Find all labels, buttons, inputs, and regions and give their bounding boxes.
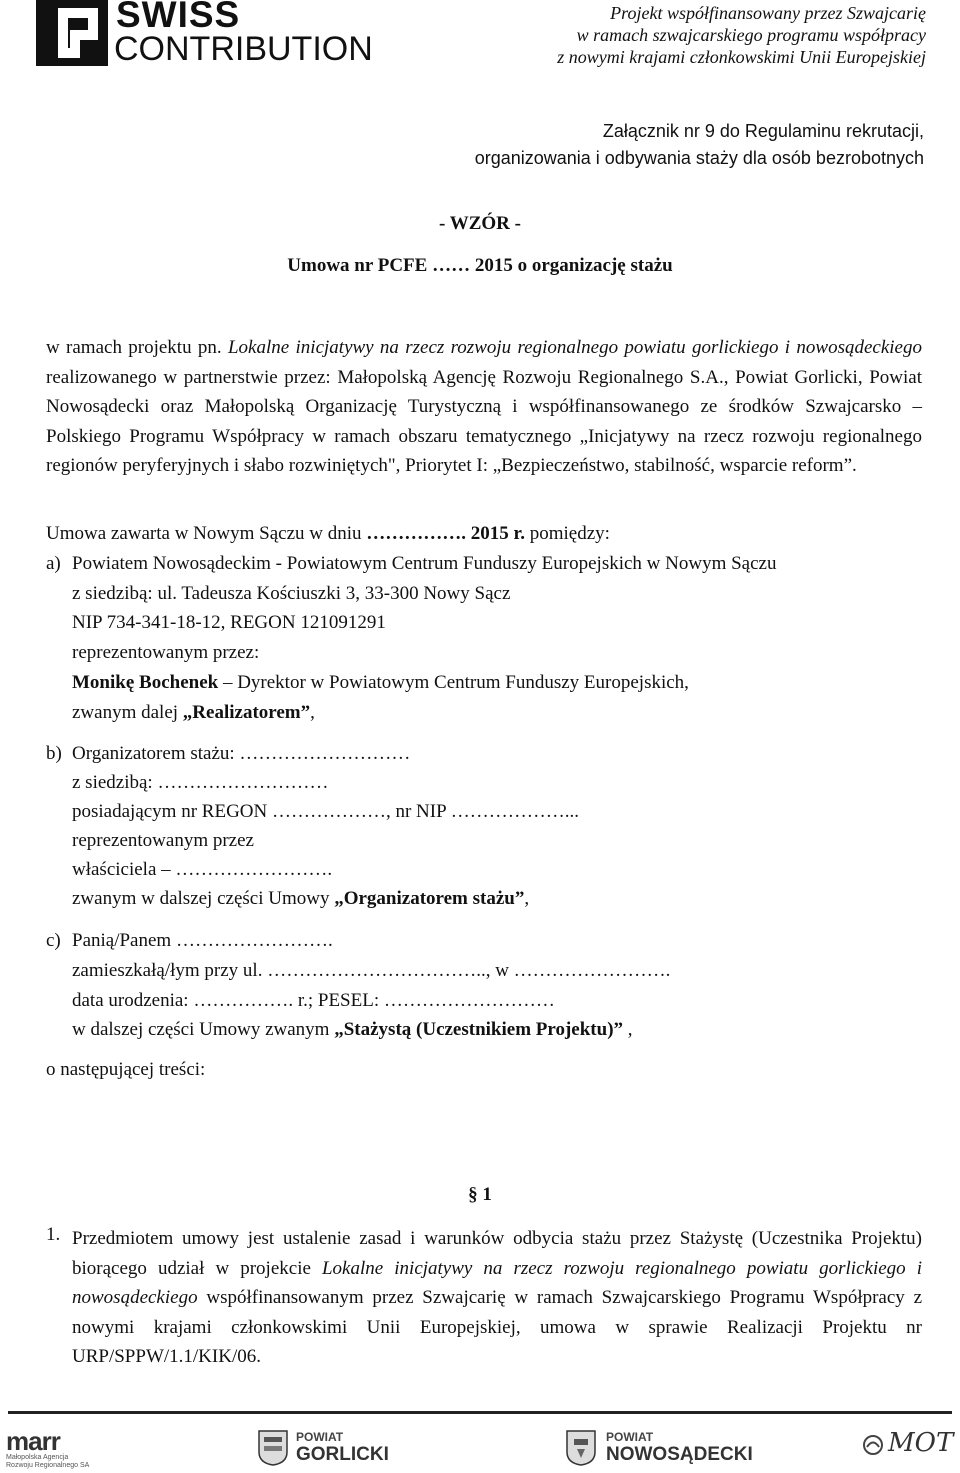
coat-of-arms-icon	[566, 1430, 596, 1466]
mot-logo-text: MOT	[888, 1428, 954, 1458]
powiat-nowosadecki-logo	[566, 1428, 766, 1468]
party-b-line: z siedzibą: ………………………	[72, 772, 329, 793]
called-text: zwanym w dalszej części Umowy	[72, 888, 335, 909]
called-text: ,	[524, 888, 530, 909]
intro-paragraph	[46, 333, 922, 481]
annex-line: organizowania i odbywania staży dla osób bezrobotnych	[474, 148, 924, 168]
party-a-line: reprezentowanym przez:	[72, 642, 260, 663]
representative-role: – Dyrektor w Powiatowym Centrum Funduszy Europejskich,	[218, 672, 689, 693]
template-label: - WZÓR -	[439, 213, 521, 234]
party-b-line: właściciela – …………………….	[72, 859, 333, 880]
called-bold: „Realizatorem”	[182, 702, 311, 723]
nowosadecki-bottom-text: NOWOSĄDECKI	[606, 1444, 753, 1465]
item-number: 1.	[46, 1224, 61, 1245]
section1-text: Przedmiotem umowy jest ustalenie zasad i warunków odbycia stażu przez Stażystę (Uczestnika Projektu) biorącego udział w projekcie	[72, 1228, 922, 1279]
cofinancing-line: Projekt współfinansowany przez Szwajcarię	[610, 3, 926, 23]
mot-logo	[862, 1428, 954, 1468]
concluded-line	[46, 523, 610, 545]
concluded-date: ……………. 2015 r.	[366, 523, 525, 544]
party-a-line: NIP 734-341-18-12, REGON 121091291	[72, 612, 386, 633]
party-c-line: Panią/Panem …………………….	[72, 930, 333, 951]
party-a-called	[72, 702, 315, 724]
gorlicki-top-text: POWIAT	[296, 1430, 344, 1444]
party-a-line: z siedzibą: ul. Tadeusza Kościuszki 3, 33-300 Nowy Sącz	[72, 583, 511, 604]
marr-subtitle: Małopolska Agencja	[6, 1454, 69, 1461]
party-c-line: zamieszkałą/łym przy ul. …………………………….., w …………………….	[72, 960, 671, 981]
section1-text: współfinansowanym przez Szwajcarię w ramach Szwajcarskiego Programu Współpracy z nowymi krajami członkowskimi Unii Europejskiej, umowa w sprawie Realizacji Projektu nr URP/SPPW/1.1/KIK/06.	[72, 1287, 922, 1367]
nowosadecki-top-text: POWIAT	[606, 1430, 654, 1444]
called-bold: „Organizatorem stażu”	[334, 888, 525, 909]
cofinancing-note	[557, 2, 926, 68]
section-heading: § 1	[468, 1184, 492, 1205]
annex-line: Załącznik nr 9 do Regulaminu rekrutacji,	[602, 121, 924, 141]
annex-note	[475, 118, 924, 172]
cofinancing-line: z nowymi krajami członkowskimi Unii Europejskiej	[557, 47, 926, 67]
called-bold: „Stażystą (Uczestnikiem Projektu)”	[334, 1019, 624, 1040]
powiat-gorlicki-logo	[258, 1428, 418, 1468]
representative-name: Monikę Bochenek	[72, 672, 219, 693]
called-text: ,	[623, 1019, 633, 1040]
party-b-line: posiadającym nr REGON ………………, nr NIP ………………...	[72, 801, 579, 822]
called-text: ,	[310, 702, 315, 723]
contract-title: Umowa nr PCFE …… 2015 o organizację stażu	[287, 255, 673, 276]
called-text: zwanym dalej	[72, 702, 183, 723]
intro-text: realizowanego w partnerstwie przez: Małopolską Agencję Rozwoju Regionalnego S.A., Powiat Gorlicki, Powiat Nowosądecki oraz Małopolską Organizację Turystyczną i współfinansowanego ze środków Szwajcarsko – Polskiego Programu Współpracy w ramach obszaru tematycznego „Inicjatywy na rzecz rozwoju regionalnego regionów peryferyjnych i słabo rozwiniętych", Priorytet I: „Bezpieczeństwo, stabilność, wsparcie reform”.	[46, 366, 922, 476]
party-b-called	[72, 888, 529, 910]
marr-subtitle: Rozwoju Regionalnego SA	[6, 1462, 90, 1469]
gorlicki-bottom-text: GORLICKI	[296, 1444, 389, 1465]
footer-divider	[8, 1411, 952, 1414]
marr-logo-text: marr	[6, 1426, 60, 1456]
logo-text-contribution: CONTRIBUTION	[114, 30, 373, 68]
project-name: Lokalne inicjatywy na rzecz rozwoju regionalnego powiatu gorlickiego i nowosądeckiego	[227, 337, 922, 358]
party-c-line: data urodzenia: ……………. r.; PESEL: ………………………	[72, 990, 555, 1011]
party-b-line: reprezentowanym przez	[72, 830, 254, 851]
party-b-label: b)	[46, 743, 62, 764]
party-a-label: a)	[46, 553, 61, 574]
party-b-line: Organizatorem stażu: ………………………	[72, 743, 411, 764]
party-c-label: c)	[46, 930, 61, 951]
swiss-cross-icon	[36, 0, 108, 66]
party-a-line: Powiatem Nowosądeckim - Powiatowym Centrum Funduszy Europejskich w Nowym Sączu	[72, 553, 777, 574]
section1-paragraph	[72, 1224, 922, 1372]
following-content-label: o następującej treści:	[46, 1059, 206, 1080]
called-text: w dalszej części Umowy zwanym	[72, 1019, 335, 1040]
intro-text: w ramach projektu pn.	[46, 337, 228, 358]
logo-text-swiss: SWISS	[116, 0, 241, 35]
coat-of-arms-icon	[258, 1430, 288, 1466]
party-a-representative	[72, 672, 689, 694]
mot-emblem-icon	[862, 1434, 884, 1456]
cofinancing-line: w ramach szwajcarskiego programu współpracy	[576, 25, 926, 45]
concluded-text: pomiędzy:	[524, 523, 610, 544]
marr-logo	[6, 1428, 126, 1468]
party-c-called	[72, 1019, 633, 1041]
swiss-contribution-logo	[36, 0, 108, 66]
concluded-text: Umowa zawarta w Nowym Sączu w dniu	[46, 523, 367, 544]
project-name: Lokalne inicjatywy na rzecz rozwoju regionalnego powiatu gorlickiego i nowosądeckiego	[72, 1257, 922, 1308]
